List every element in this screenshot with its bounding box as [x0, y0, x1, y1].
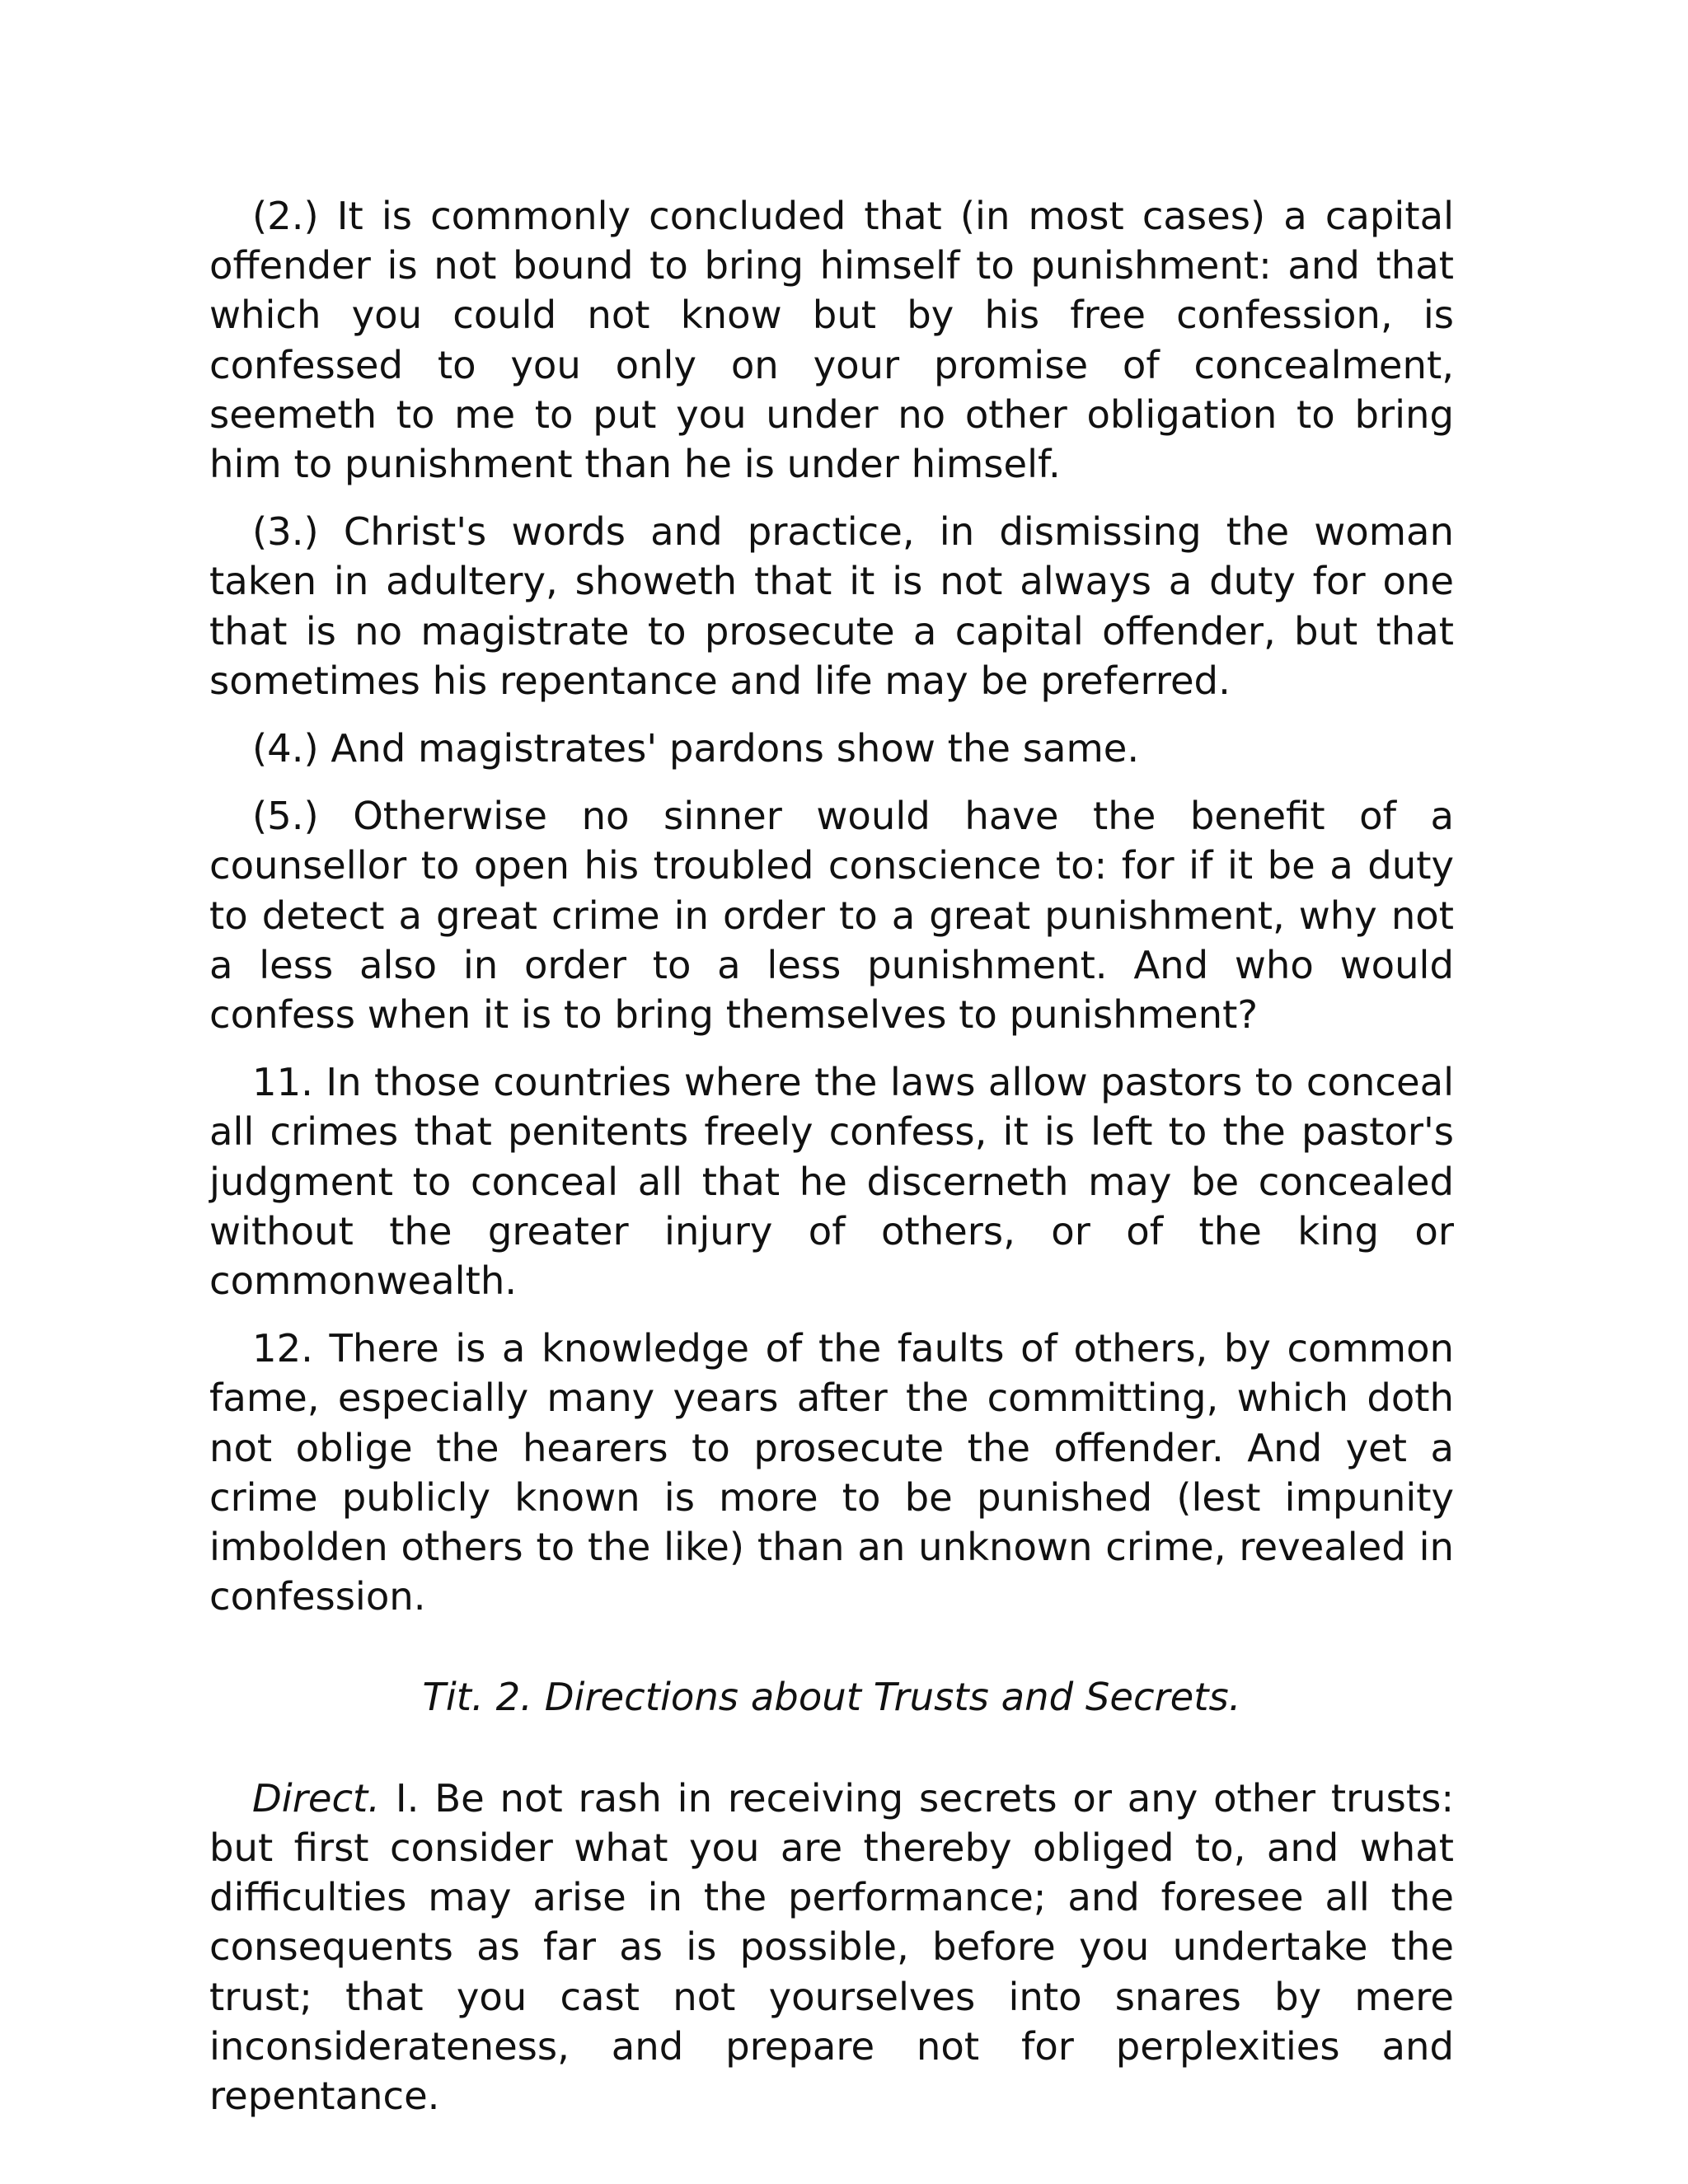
paragraph-2: (2.) It is commonly concluded that (in most cases) a capital offender is not bound to bring himself to punishment: and that which you could not know but by his free confession, is confessed to you only on your promise of concealment, seemeth to me to put you under no other obligation to bring him to punishment than he is under himself. [209, 194, 1454, 487]
paragraph-4: (4.) And magistrates' pardons show the same. [252, 726, 1140, 771]
paragraph-3: (3.) Christ's words and practice, in dismissing the woman taken in adultery, showeth that it is not always a duty for one that is no magistrate to prosecute a capital offender, but that sometimes his repentance and life may be preferred. [209, 509, 1454, 703]
document-page [209, 191, 1454, 2139]
section-heading: Tit. 2. Directions about Trusts and Secrets. [422, 1675, 1241, 1720]
paragraph-12: 12. There is a knowledge of the faults of others, by common fame, especially many years after the committing, which doth not oblige the hearers to prosecute the offender. And yet a crime publicly known is more to be punished (lest impunity imbolden others to the like) than an unknown crime, revealed in confession. [209, 1326, 1454, 1619]
paragraph-5: (5.) Otherwise no sinner would have the benefit of a counsellor to open his troubled conscience to: for if it be a duty to detect a great crime in order to a great punishment, why not a less also in order to a less punishment. And who would confess when it is to bring themselves to punishment? [209, 794, 1454, 1038]
paragraph-11: 11. In those countries where the laws allow pastors to conceal all crimes that penitents freely confess, it is left to the pastor's judgment to conceal all that he discerneth may be concealed without the greater injury of others, or of the king or commonwealth. [209, 1060, 1454, 1304]
direction-paragraph [209, 1774, 1454, 2121]
direction-label: Direct. [252, 1775, 381, 1821]
direction-text: I. Be not rash in receiving secrets or any other trusts: but first consider what you are thereby obliged to, and what difficulties may arise in the performance; and foresee all the consequents as far as is possible, before you undertake the trust; that you cast not yourselves into snares by mere inconsiderateness, and prepare not for perplexities and repentance. [209, 1775, 1454, 2118]
